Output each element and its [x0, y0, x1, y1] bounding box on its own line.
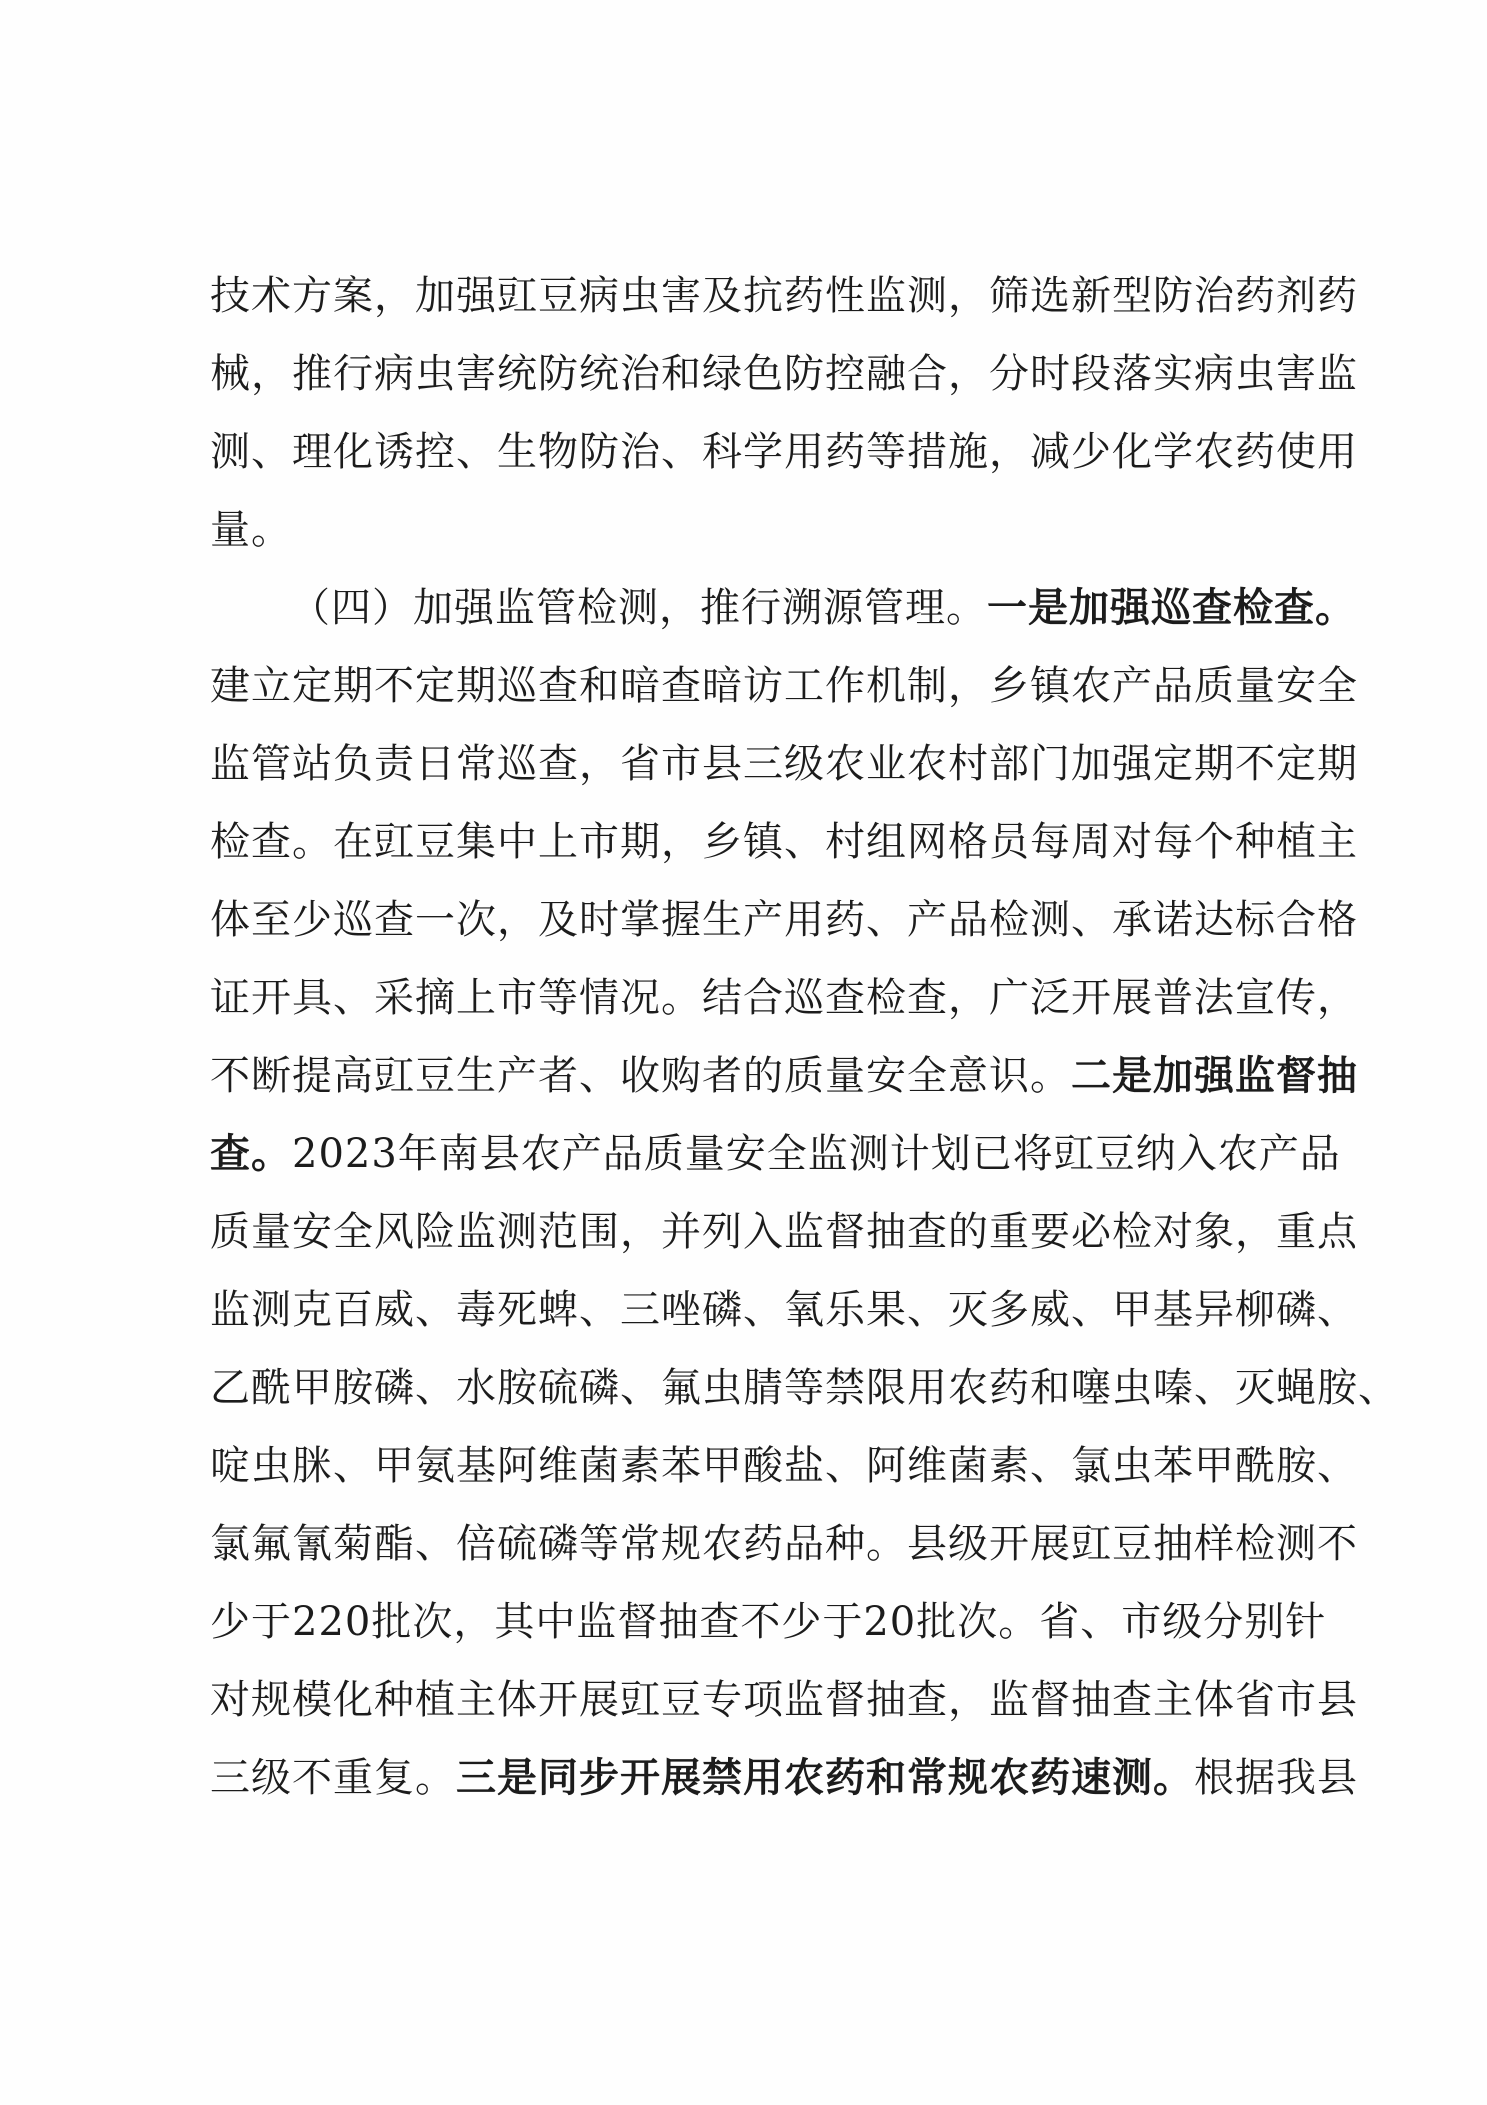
body-line: 质量安全风险监测范围，并列入监督抽查的重要必检对象，重点 [210, 1209, 1358, 1255]
section-heading: （四）加强监管检测，推行溯源管理。 [290, 585, 987, 631]
body-line: 证开具、采摘上市等情况。结合巡查检查，广泛开展普法宣传， [210, 975, 1358, 1021]
body-line: 乙酰甲胺磷、水胺硫磷、氟虫腈等禁限用农药和噻虫嗪、灭蝇胺、 [210, 1365, 1399, 1411]
point-two-heading-cont: 查。 [210, 1130, 292, 1177]
body-line: 测、理化诱控、生物防治、科学用药等措施，减少化学农药使用 [210, 429, 1358, 475]
body-line: 体至少巡查一次，及时掌握生产用药、产品检测、承诺达标合格 [210, 897, 1358, 943]
body-line: 械，推行病虫害统防统治和绿色防控融合，分时段落实病虫害监 [210, 351, 1358, 397]
body-line [210, 1739, 1358, 1817]
body-text: 不断提高豇豆生产者、收购者的质量安全意识。 [210, 1053, 1071, 1099]
body-line: 量。 [210, 507, 292, 553]
body-line: 少于220批次，其中监督抽查不少于20批次。省、市级分别针 [210, 1599, 1327, 1645]
body-line: 监测克百威、毒死蜱、三唑磷、氧乐果、灭多威、甲基异柳磷、 [210, 1287, 1358, 1333]
body-line: 对规模化种植主体开展豇豆专项监督抽查，监督抽查主体省市县 [210, 1677, 1358, 1723]
body-line [210, 1037, 1358, 1115]
body-line [210, 1115, 1341, 1193]
body-text: 2023年南县农产品质量安全监测计划已将豇豆纳入农产品 [292, 1131, 1341, 1177]
body-line: 监管站负责日常巡查，省市县三级农业农村部门加强定期不定期 [210, 741, 1358, 787]
body-text: 根据我县 [1194, 1755, 1358, 1801]
body-text: 三级不重复。 [210, 1755, 456, 1801]
point-two-heading: 二是加强监督抽 [1071, 1052, 1358, 1099]
point-one-heading: 一是加强巡查检查。 [987, 584, 1356, 631]
section-heading-line [210, 569, 1356, 647]
body-line: 啶虫脒、甲氨基阿维菌素苯甲酸盐、阿维菌素、氯虫苯甲酰胺、 [210, 1443, 1358, 1489]
point-three-heading: 三是同步开展禁用农药和常规农药速测。 [456, 1754, 1194, 1801]
body-line: 技术方案，加强豇豆病虫害及抗药性监测，筛选新型防治药剂药 [210, 273, 1358, 319]
body-line: 建立定期不定期巡查和暗查暗访工作机制，乡镇农产品质量安全 [210, 663, 1358, 709]
body-line: 氯氟氰菊酯、倍硫磷等常规农药品种。县级开展豇豆抽样检测不 [210, 1521, 1358, 1567]
body-line: 检查。在豇豆集中上市期，乡镇、村组网格员每周对每个种植主 [210, 819, 1358, 865]
